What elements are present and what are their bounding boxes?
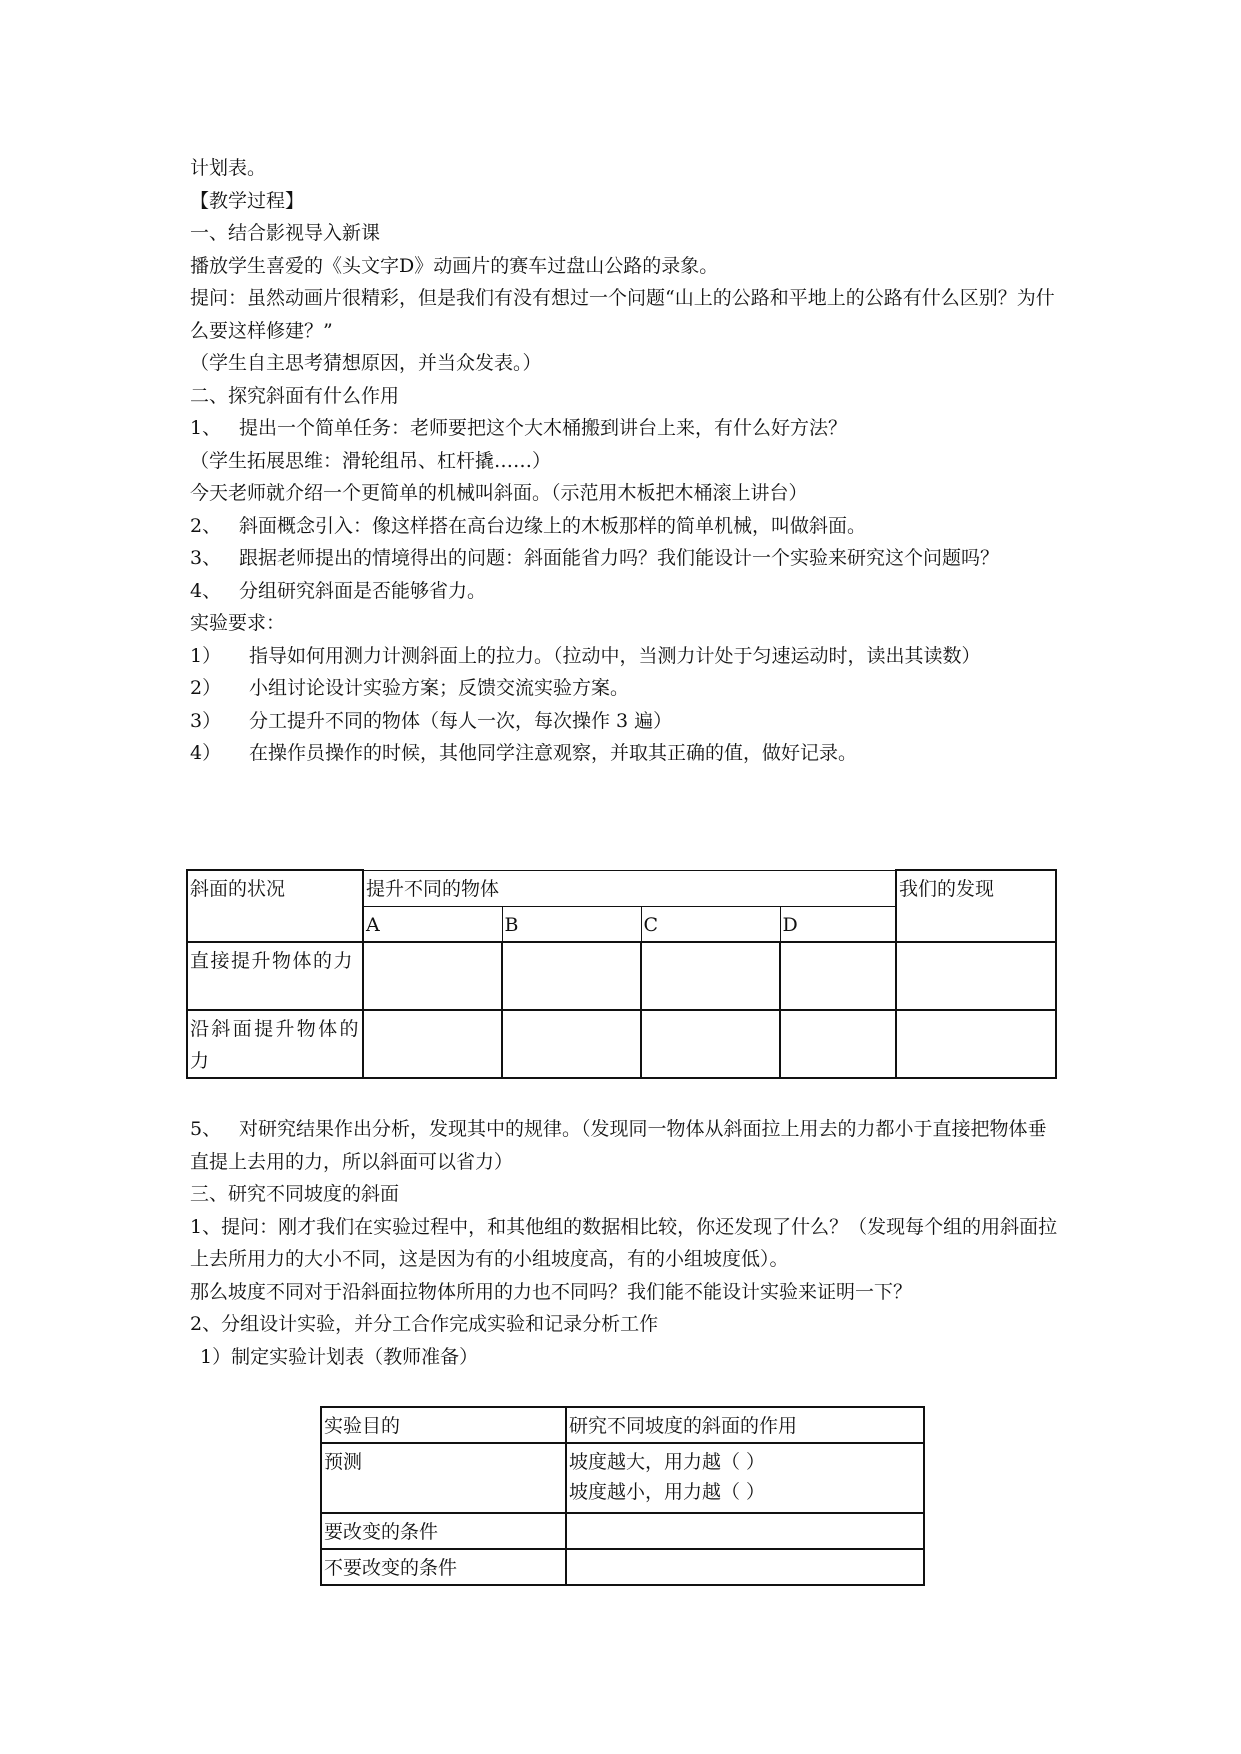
item-number: 1、	[190, 417, 222, 439]
column-c: C	[641, 906, 780, 942]
item-text: 斜面概念引入：像这样搭在高台边缘上的木板那样的简单机械，叫做斜面。	[239, 514, 867, 537]
table-cell	[641, 942, 780, 1010]
experiment-plan-table	[320, 1406, 925, 1586]
item-text: 在操作员操作的时候，其他同学注意观察，并取其正确的值，做好记录。	[249, 742, 858, 764]
requirement-item	[190, 737, 1062, 770]
numbered-item	[190, 412, 1062, 445]
text-line: 实验要求：	[190, 612, 286, 634]
table-cell	[363, 942, 502, 1010]
text-line: 那么坡度不同对于沿斜面拉物体所用的力也不同吗？我们能不能设计实验来证明一下？	[190, 1280, 913, 1303]
table-cell	[502, 1010, 641, 1078]
table-cell	[566, 1549, 924, 1585]
item-number: 2）	[190, 677, 222, 699]
item-number: 4）	[190, 742, 222, 764]
prediction-line: 坡度越小，用力越（ ）	[569, 1481, 766, 1503]
table-cell	[502, 942, 641, 1010]
numbered-item	[190, 510, 1062, 543]
item-text: 提出一个简单任务：老师要把这个大木桶搬到讲台上来，有什么好方法？	[239, 417, 848, 439]
text-line: 1）制定实验计划表（教师准备）	[200, 1345, 479, 1368]
paragraph: 提问：虽然动画片很精彩，但是我们有没有想过一个问题“山上的公路和平地上的公路有什么区别？为什么要这样修建？”	[190, 287, 1055, 342]
label-purpose: 实验目的	[321, 1407, 566, 1443]
item-text: 分工提升不同的物体（每人一次，每次操作 3 遍）	[249, 709, 673, 732]
item-number: 5、	[190, 1118, 222, 1140]
table-cell	[363, 1010, 502, 1078]
item-text: 小组讨论设计实验方案；反馈交流实验方案。	[249, 677, 630, 699]
numbered-item	[190, 1113, 1062, 1178]
column-a: A	[363, 906, 502, 942]
item-number: 1）	[190, 644, 222, 667]
item-number: 3、	[190, 547, 222, 569]
column-d: D	[780, 906, 896, 942]
label-changed-conditions: 要改变的条件	[321, 1513, 566, 1549]
section-heading: 一、结合影视导入新课	[190, 222, 381, 244]
item-number: 3）	[190, 709, 222, 732]
text-line: 今天老师就介绍一个更简单的机械叫斜面。（示范用木板把木桶滚上讲台）	[190, 482, 808, 504]
label-prediction: 预测	[321, 1443, 566, 1513]
header-objects: 提升不同的物体	[363, 870, 896, 906]
requirement-item	[190, 672, 1062, 705]
text-line: 播放学生喜爱的《头文字D》动画片的赛车过盘山公路的录象。	[190, 254, 719, 277]
item-text: 指导如何用测力计测斜面上的拉力。（拉动中，当测力计处于匀速运动时，读出其读数）	[249, 644, 981, 667]
table-cell	[641, 1010, 780, 1078]
text-line: （学生自主思考猜想原因，并当众发表。）	[190, 352, 542, 374]
value-prediction	[566, 1443, 924, 1513]
table-cell	[780, 1010, 896, 1078]
row-label-direct-lift: 直接提升物体的力	[187, 942, 363, 1010]
lesson-text	[190, 152, 1062, 770]
item-number: 2、	[190, 514, 222, 537]
requirement-item	[190, 705, 1062, 738]
item-text: 跟据老师提出的情境得出的问题：斜面能省力吗？我们能设计一个实验来研究这个问题吗？	[239, 547, 1000, 569]
header-condition: 斜面的状况	[187, 870, 363, 942]
text-line: （学生拓展思维：滑轮组吊、杠杆撬……）	[190, 449, 552, 472]
lesson-text-continued	[190, 1113, 1062, 1373]
paragraph: 1、提问：刚才我们在实验过程中，和其他组的数据相比较，你还发现了什么？（发现每个组的用斜面拉上去所用力的大小不同，这是因为有的小组坡度高，有的小组坡度低）。	[190, 1215, 1058, 1270]
prediction-line: 坡度越大，用力越（ ）	[569, 1451, 766, 1473]
requirement-item	[190, 640, 1062, 673]
item-number: 4、	[190, 579, 222, 602]
table-cell	[780, 942, 896, 1010]
table-cell	[896, 1010, 1056, 1078]
numbered-item	[190, 542, 1062, 575]
section-heading: 二、探究斜面有什么作用	[190, 384, 400, 407]
item-text: 对研究结果作出分析，发现其中的规律。（发现同一物体从斜面拉上用去的力都小于直接把物体垂直提上去用的力，所以斜面可以省力）	[190, 1118, 1047, 1173]
table-cell	[896, 942, 1056, 1010]
text-line: 2、分组设计实验，并分工合作完成实验和记录分析工作	[190, 1313, 659, 1335]
text-line: 计划表。	[190, 157, 267, 179]
numbered-item	[190, 575, 1062, 608]
item-text: 分组研究斜面是否能够省力。	[239, 579, 487, 602]
table-cell	[566, 1513, 924, 1549]
column-b: B	[502, 906, 641, 942]
row-label-slope-lift: 沿斜面提升物体的力	[187, 1010, 363, 1078]
value-purpose: 研究不同坡度的斜面的作用	[566, 1407, 924, 1443]
label-fixed-conditions: 不要改变的条件	[321, 1549, 566, 1585]
section-heading: 【教学过程】	[190, 189, 305, 212]
force-record-table	[186, 869, 1057, 1079]
section-heading: 三、研究不同坡度的斜面	[190, 1183, 400, 1205]
header-findings: 我们的发现	[896, 870, 1056, 942]
